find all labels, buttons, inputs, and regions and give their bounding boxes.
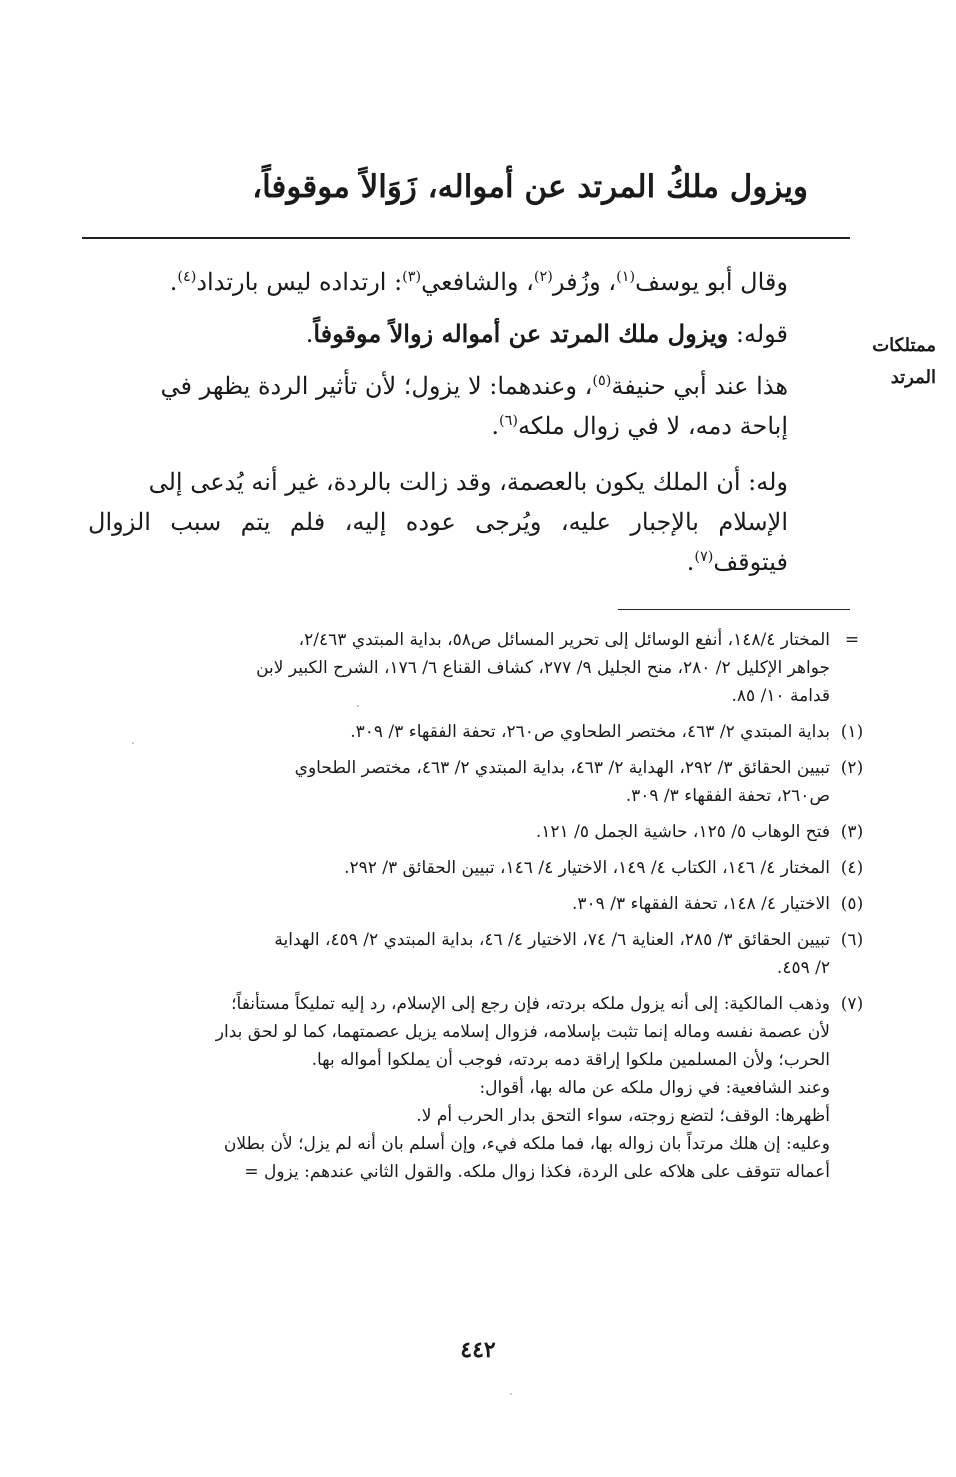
footnote bbox=[115, 818, 864, 846]
footnote-divider bbox=[618, 609, 850, 610]
footnote bbox=[115, 718, 864, 746]
footnote-text bbox=[115, 754, 830, 810]
footnote bbox=[115, 626, 860, 710]
footnote-reference[interactable]: (٣) bbox=[402, 269, 422, 285]
paragraph-line bbox=[88, 366, 788, 406]
footnote-line: الحرب؛ ولأن المسلمين ملكوا إراقة دمه بردته، فوجب أن يملكوا أمواله بها. bbox=[311, 1050, 830, 1070]
footnote-line: ص٢٦٠، تحفة الفقهاء ٣/ ٣٠٩. bbox=[625, 786, 830, 806]
margin-note-line-2: المرتد bbox=[890, 367, 936, 388]
body-paragraph bbox=[88, 262, 788, 302]
footnotes-section bbox=[115, 626, 864, 1194]
paragraph-line bbox=[88, 262, 788, 302]
main-body bbox=[88, 262, 788, 582]
text-run: . bbox=[169, 268, 178, 296]
margin-note-line-1: ممتلكات bbox=[872, 335, 936, 356]
footnote-line: ٢/ ٤٥٩. bbox=[776, 958, 830, 978]
text-run: . bbox=[686, 548, 695, 576]
footnote-line: بداية المبتدي ٢/ ٤٦٣، مختصر الطحاوي ص٢٦٠، تحفة الفقهاء ٣/ ٣٠٩. bbox=[350, 722, 830, 742]
footnote-text bbox=[115, 926, 830, 982]
footnote-line: وعند الشافعية: في زوال ملكه عن ماله بها، أقوال: bbox=[479, 1078, 830, 1098]
footnote-line: وذهب المالكية: إلى أنه يزول ملكه بردته، فإن رجع إلى الإسلام، رد إليه تمليكاً مستأنفاً؛ bbox=[231, 994, 830, 1014]
body-paragraph bbox=[88, 314, 788, 354]
footnote-marker: (٦) bbox=[840, 930, 864, 950]
footnote bbox=[115, 854, 864, 882]
footnote bbox=[115, 754, 864, 810]
footnote-text bbox=[115, 818, 830, 846]
text-run: ويزول ملك المرتد عن أمواله زوالاً موقوفاً bbox=[313, 319, 729, 348]
text-run: إباحة دمه، لا في زوال ملكه bbox=[517, 412, 788, 440]
footnote bbox=[115, 890, 864, 918]
text-run: قوله: bbox=[728, 320, 788, 348]
footnote-reference[interactable]: (٥) bbox=[592, 373, 612, 389]
body-paragraph bbox=[88, 366, 788, 446]
heading-divider bbox=[82, 237, 850, 239]
footnote-marker: (٣) bbox=[840, 822, 864, 842]
page-number: ٤٤٢ bbox=[460, 1337, 496, 1363]
footnote-reference[interactable]: (٤) bbox=[177, 269, 197, 285]
footnote-reference[interactable]: (٦) bbox=[498, 413, 518, 429]
paragraph-list bbox=[88, 262, 788, 582]
chapter-heading: ويزول ملكُ المرتد عن أمواله، زَوَالاً موقوفاً، bbox=[252, 169, 808, 205]
footnote-line: الاختيار ٤/ ١٤٨، تحفة الفقهاء ٣/ ٣٠٩. bbox=[572, 894, 830, 914]
text-run: هذا عند أبي حنيفة bbox=[611, 372, 788, 400]
text-run: ، وعندهما: لا يزول؛ لأن تأثير الردة يظهر في bbox=[160, 372, 593, 400]
footnote-line: وعليه: إن هلك مرتداً بان زواله بها، فما ملكه فيء، وإن أسلم بان أنه لم يزل؛ لأن بطلان bbox=[223, 1134, 830, 1154]
footnote-text bbox=[115, 854, 830, 882]
text-run: . bbox=[491, 412, 499, 440]
footnote-marker: (٥) bbox=[840, 894, 864, 914]
body-paragraph bbox=[88, 462, 788, 582]
footnote-marker: = bbox=[844, 630, 860, 650]
text-run: : ارتداده ليس بارتداد bbox=[196, 268, 403, 296]
footnote-line: تبيين الحقائق ٣/ ٢٨٥، العناية ٦/ ٧٤، الاختيار ٤/ ٤٦، بداية المبتدي ٢/ ٤٥٩، الهداية bbox=[274, 930, 830, 950]
footnote-line: تبيين الحقائق ٣/ ٢٩٢، الهداية ٢/ ٤٦٣، بداية المبتدي ٢/ ٤٦٣، مختصر الطحاوي bbox=[294, 758, 830, 778]
paragraph-line bbox=[88, 406, 788, 446]
footnote-line: لأن عصمة نفسه وماله إنما تثبت بإسلامه، فزوال إسلامه يزيل عصمتهما، كما لو لحق بدار bbox=[215, 1022, 830, 1042]
paragraph-line bbox=[88, 462, 788, 502]
footnote-line: أظهرها: الوقف؛ لتضع زوجته، سواء التحق بدار الحرب أم لا. bbox=[416, 1106, 830, 1126]
footnote-text bbox=[115, 626, 830, 710]
text-run: . bbox=[305, 320, 314, 348]
footnote-marker: (٧) bbox=[840, 994, 864, 1014]
footnote-text bbox=[115, 890, 830, 918]
text-run: الإسلام بالإجبار عليه، ويُرجى عوده إليه، فلم يتم سبب الزوال فيتوقف bbox=[88, 508, 788, 576]
footnote bbox=[115, 926, 864, 982]
footnote-text bbox=[115, 990, 830, 1186]
footnote-line: جواهر الإكليل ٢/ ٢٨٠، منح الجليل ٩/ ٢٧٧، كشاف القناع ٦/ ١٧٦، الشرح الكبير لابن bbox=[256, 658, 830, 678]
text-run: ، والشافعي bbox=[421, 268, 534, 296]
paragraph-line bbox=[88, 502, 788, 582]
footnote-line: أعماله تتوقف على هلاكه على الردة، فكذا زوال ملكه. والقول الثاني عندهم: يزول = bbox=[244, 1162, 830, 1182]
text-run: وله: أن الملك يكون بالعصمة، وقد زالت بالردة، غير أنه يُدعى إلى bbox=[148, 468, 788, 496]
footnote-line: فتح الوهاب ٥/ ١٢٥، حاشية الجمل ٥/ ١٢١. bbox=[535, 822, 830, 842]
paragraph-line bbox=[88, 314, 788, 354]
footnote-line: المختار ٤/ ١٤٦، الكتاب ٤/ ١٤٩، الاختيار ٤/ ١٤٦، تبيين الحقائق ٣/ ٢٩٢. bbox=[344, 858, 830, 878]
footnote-text bbox=[115, 718, 830, 746]
footnote bbox=[115, 990, 864, 1186]
scan-speck bbox=[357, 705, 359, 707]
footnote-line: قدامة ١٠/ ٨٥. bbox=[731, 686, 830, 706]
footnote-reference[interactable]: (٢) bbox=[533, 269, 553, 285]
scan-speck bbox=[132, 742, 134, 744]
text-run: وقال أبو يوسف bbox=[635, 268, 788, 296]
footnote-reference[interactable]: (٧) bbox=[694, 549, 714, 565]
footnote-reference[interactable]: (١) bbox=[616, 269, 636, 285]
scan-speck bbox=[510, 1393, 512, 1395]
margin-note bbox=[836, 330, 936, 394]
footnote-marker: (٢) bbox=[840, 758, 864, 778]
footnote-line: المختار ١٤٨/٤، أنفع الوسائل إلى تحرير المسائل ص٥٨، بداية المبتدي ٢/٤٦٣، bbox=[298, 630, 830, 650]
footnote-marker: (٤) bbox=[840, 858, 864, 878]
text-run: ، وزُفر bbox=[552, 268, 617, 296]
footnote-marker: (١) bbox=[840, 722, 864, 742]
